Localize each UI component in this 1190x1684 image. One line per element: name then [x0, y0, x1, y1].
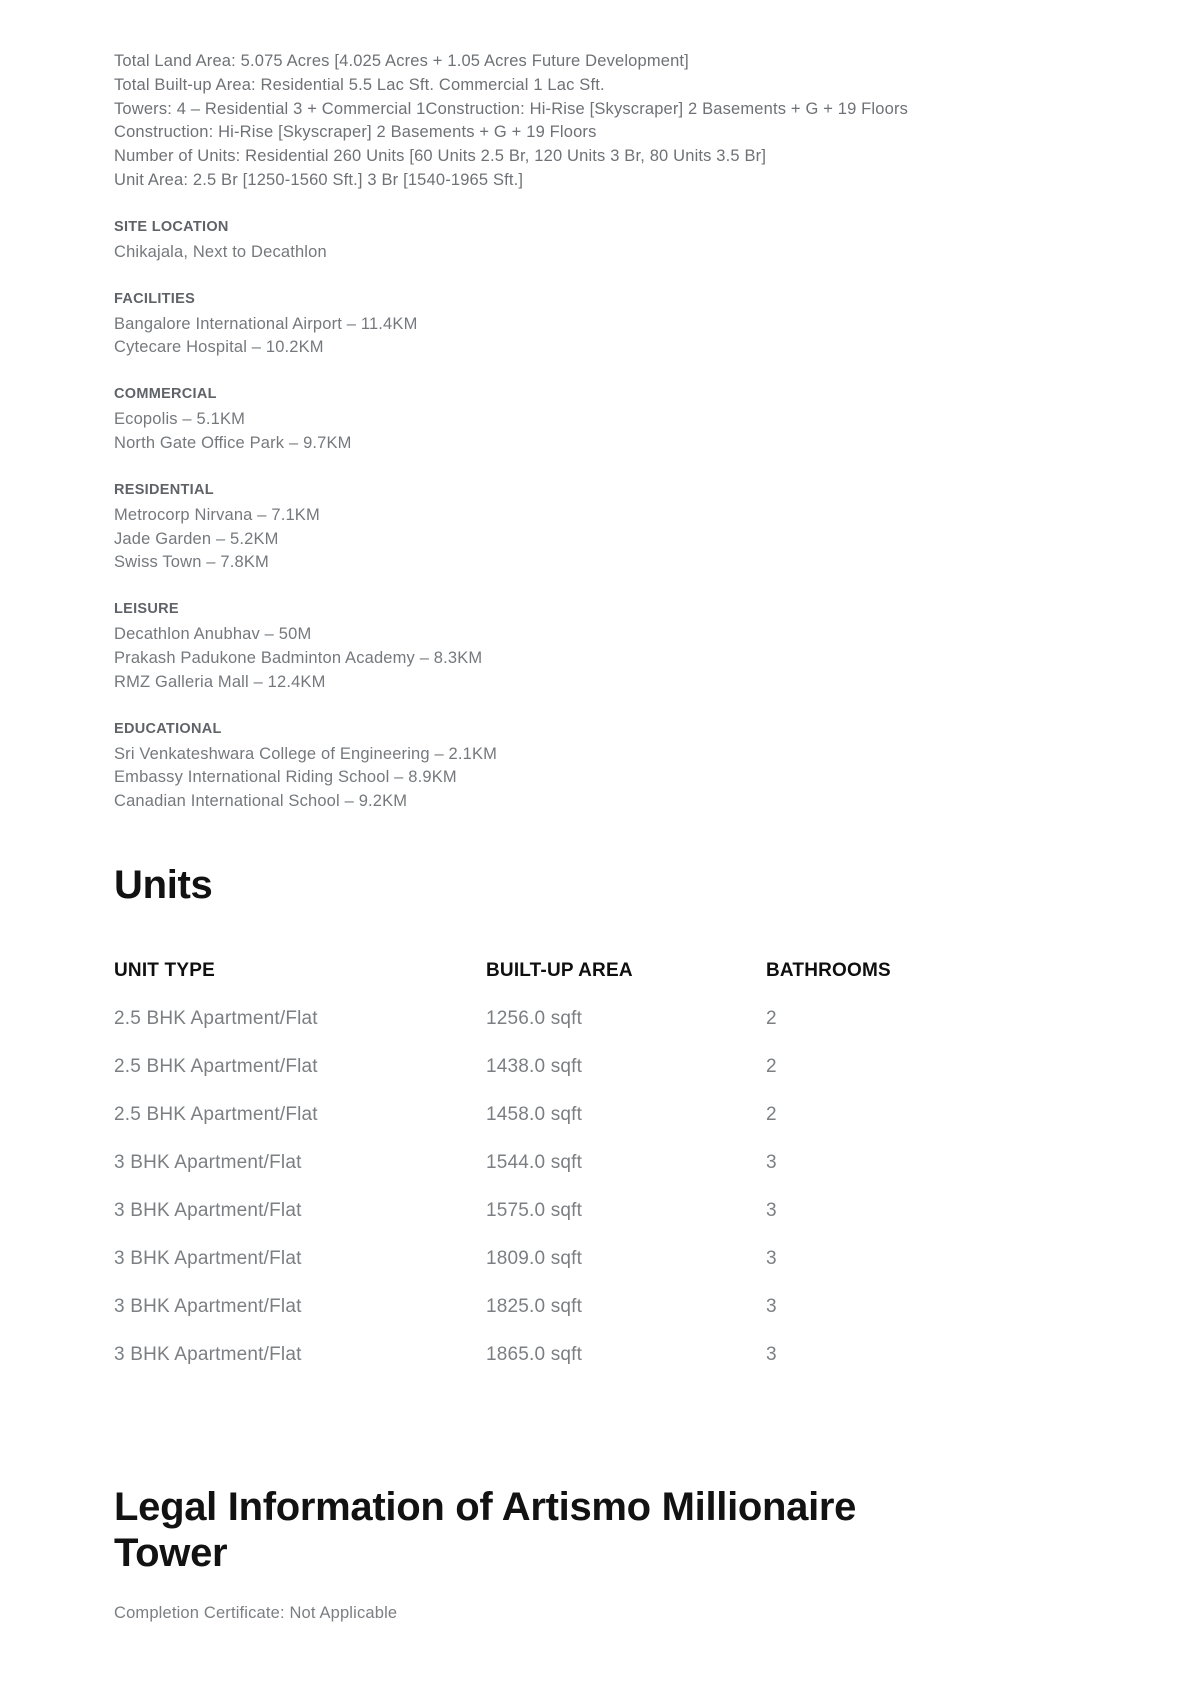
units-table	[114, 960, 1076, 1392]
cell-unit-type: 3 BHK Apartment/Flat	[114, 1247, 302, 1269]
cell-unit-type: 3 BHK Apartment/Flat	[114, 1295, 302, 1317]
cell-built-up-area: 1544.0 sqft	[486, 1151, 583, 1173]
cell-unit-type: 3 BHK Apartment/Flat	[114, 1343, 302, 1365]
column-header-built-up-area: BUILT-UP AREA	[486, 959, 633, 981]
section-line: Metrocorp Nirvana – 7.1KM	[114, 505, 320, 524]
section-line: Canadian International School – 9.2KM	[114, 792, 408, 811]
section-commercial	[114, 386, 1076, 456]
cell-bathrooms: 2	[766, 1103, 777, 1125]
section-title: SITE LOCATION	[114, 218, 229, 235]
units-table-body	[114, 1008, 1076, 1392]
section-leisure	[114, 601, 1076, 694]
table-row	[114, 1200, 1076, 1248]
section-line: North Gate Office Park – 9.7KM	[114, 433, 352, 452]
section-title: RESIDENTIAL	[114, 481, 214, 498]
legal-information-heading: Legal Information of Artismo Millionaire Tower	[114, 1484, 857, 1575]
cell-unit-type: 2.5 BHK Apartment/Flat	[114, 1055, 318, 1077]
spec-line: Number of Units: Residential 260 Units [60 Units 2.5 Br, 120 Units 3 Br, 80 Units 3.5 Br]	[114, 147, 767, 166]
section-line: Jade Garden – 5.2KM	[114, 529, 279, 548]
section-site-location	[114, 219, 1076, 265]
section-line: Swiss Town – 7.8KM	[114, 553, 269, 572]
cell-built-up-area: 1575.0 sqft	[486, 1199, 583, 1221]
section-line: Bangalore International Airport – 11.4KM	[114, 314, 418, 333]
table-row	[114, 1248, 1076, 1296]
spec-line: Total Built-up Area: Residential 5.5 Lac Sft. Commercial 1 Lac Sft.	[114, 75, 605, 94]
section-line: Embassy International Riding School – 8.9KM	[114, 768, 457, 787]
section-residential	[114, 482, 1076, 575]
table-row	[114, 1152, 1076, 1200]
cell-built-up-area: 1825.0 sqft	[486, 1295, 583, 1317]
cell-built-up-area: 1438.0 sqft	[486, 1055, 583, 1077]
cell-unit-type: 2.5 BHK Apartment/Flat	[114, 1103, 318, 1125]
units-heading-wrap	[114, 862, 1076, 908]
cell-bathrooms: 2	[766, 1055, 777, 1077]
section-title: COMMERCIAL	[114, 386, 217, 403]
section-line: Cytecare Hospital – 10.2KM	[114, 338, 324, 357]
section-line: Sri Venkateshwara College of Engineering – 2.1KM	[114, 744, 498, 763]
section-line: Ecopolis – 5.1KM	[114, 410, 246, 429]
section-title: FACILITIES	[114, 290, 196, 307]
cell-built-up-area: 1865.0 sqft	[486, 1343, 583, 1365]
cell-bathrooms: 3	[766, 1295, 777, 1317]
section-facilities	[114, 291, 1076, 361]
cell-bathrooms: 2	[766, 1007, 777, 1029]
section-line: Chikajala, Next to Decathlon	[114, 242, 327, 261]
table-row	[114, 1056, 1076, 1104]
cell-bathrooms: 3	[766, 1151, 777, 1173]
section-line: Prakash Padukone Badminton Academy – 8.3KM	[114, 648, 483, 667]
cell-built-up-area: 1256.0 sqft	[486, 1007, 583, 1029]
cell-unit-type: 2.5 BHK Apartment/Flat	[114, 1007, 318, 1029]
section-line: RMZ Galleria Mall – 12.4KM	[114, 672, 326, 691]
cell-bathrooms: 3	[766, 1247, 777, 1269]
spec-line: Total Land Area: 5.075 Acres [4.025 Acres + 1.05 Acres Future Development]	[114, 52, 689, 70]
table-row	[114, 1104, 1076, 1152]
column-header-unit-type: UNIT TYPE	[114, 959, 215, 981]
column-header-bathrooms: BATHROOMS	[766, 959, 891, 981]
units-heading: Units	[114, 862, 213, 907]
completion-certificate-text: Completion Certificate: Not Applicable	[114, 1603, 398, 1622]
project-specs-block	[114, 0, 1076, 193]
cell-unit-type: 3 BHK Apartment/Flat	[114, 1199, 302, 1221]
section-educational	[114, 721, 1076, 814]
units-table-head	[114, 960, 1076, 1008]
cell-built-up-area: 1458.0 sqft	[486, 1103, 583, 1125]
cell-built-up-area: 1809.0 sqft	[486, 1247, 583, 1269]
table-row	[114, 1008, 1076, 1056]
table-header-row	[114, 960, 1076, 1008]
spec-line: Towers: 4 – Residential 3 + Commercial 1Construction: Hi-Rise [Skyscraper] 2 Basements + G + 19 Floors	[114, 99, 909, 118]
section-title: EDUCATIONAL	[114, 720, 222, 737]
table-row	[114, 1344, 1076, 1392]
cell-bathrooms: 3	[766, 1343, 777, 1365]
cell-bathrooms: 3	[766, 1199, 777, 1221]
section-title: LEISURE	[114, 601, 179, 618]
section-line: Decathlon Anubhav – 50M	[114, 625, 312, 644]
spec-line: Unit Area: 2.5 Br [1250-1560 Sft.] 3 Br [1540-1965 Sft.]	[114, 170, 524, 189]
cell-unit-type: 3 BHK Apartment/Flat	[114, 1151, 302, 1173]
spec-line: Construction: Hi-Rise [Skyscraper] 2 Basements + G + 19 Floors	[114, 123, 597, 142]
table-row	[114, 1296, 1076, 1344]
legal-information-section	[114, 1484, 1076, 1626]
